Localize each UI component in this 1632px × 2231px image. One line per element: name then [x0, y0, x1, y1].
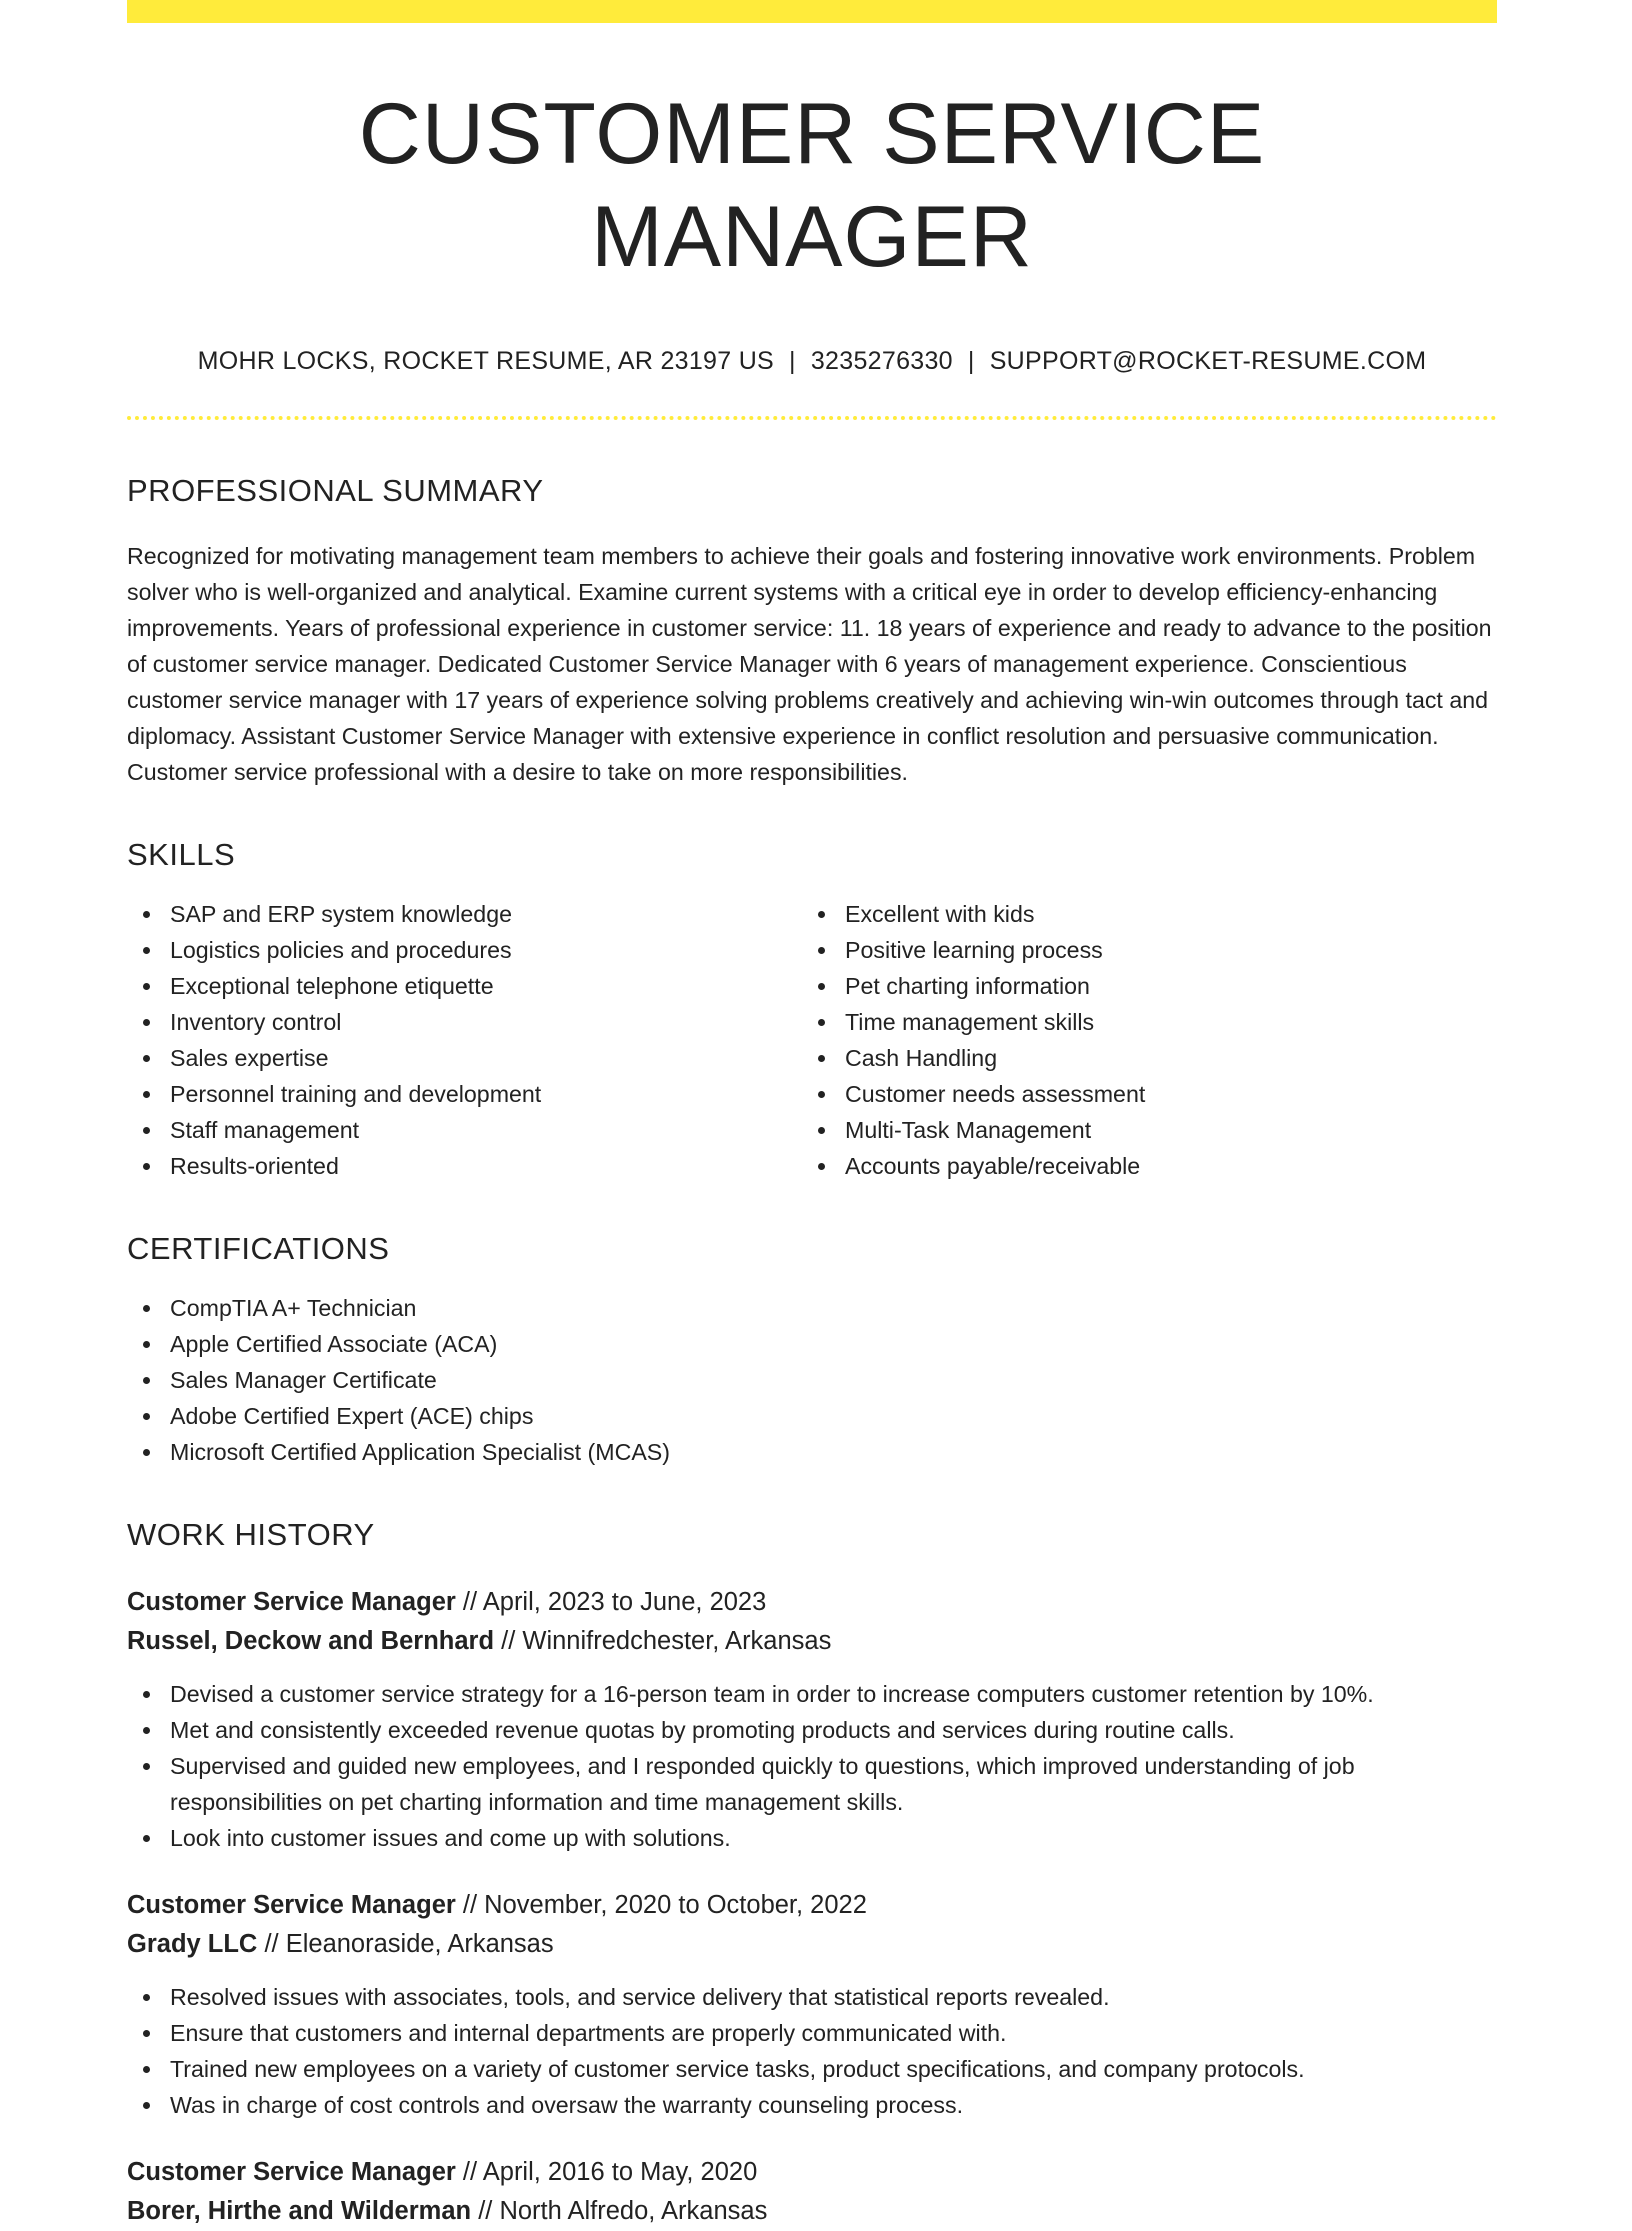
section-heading-summary: PROFESSIONAL SUMMARY: [127, 473, 544, 509]
job-company-line: [127, 1622, 1497, 1661]
certification-item: CompTIA A+ Technician: [127, 1290, 1497, 1326]
skill-item: Sales expertise: [127, 1040, 802, 1076]
job-title: Customer Service Manager: [127, 1891, 456, 1920]
job-bullet: Trained new employees on a variety of customer service tasks, product specifications, and company protocols.: [127, 2051, 1497, 2087]
skill-item: Pet charting information: [802, 968, 1477, 1004]
skill-item: Excellent with kids: [802, 896, 1477, 932]
contact-phone: 3235276330: [810, 347, 953, 376]
dotted-divider: [127, 416, 1497, 420]
job-bullet: Supervised and guided new employees, and I responded quickly to questions, which improved understanding of job responsibilities on pet charting information and time management skills.: [127, 1748, 1497, 1820]
job-bullet: Resolved issues with associates, tools, and service delivery that statistical reports revealed.: [127, 1979, 1497, 2015]
skill-item: SAP and ERP system knowledge: [127, 896, 802, 932]
job-bullet: Devised a customer service strategy for a 16-person team in order to increase computers customer retention by 10%.: [127, 1676, 1497, 1712]
section-heading-certifications: CERTIFICATIONS: [127, 1230, 390, 1266]
job-title-line: [127, 2153, 1497, 2192]
skill-item: Exceptional telephone etiquette: [127, 968, 802, 1004]
skill-item: Staff management: [127, 1112, 802, 1148]
skills-left-list: [127, 896, 802, 1184]
job-bullets: [127, 1979, 1497, 2123]
contact-separator: |: [789, 347, 796, 376]
certification-item: Sales Manager Certificate: [127, 1362, 1497, 1398]
skills-columns: [127, 896, 1497, 1184]
certifications-list: [127, 1290, 1497, 1470]
certification-item: Adobe Certified Expert (ACE) chips: [127, 1398, 1497, 1434]
skill-item: Personnel training and development: [127, 1076, 802, 1112]
job-company: Grady LLC: [127, 1930, 258, 1959]
skill-item: Customer needs assessment: [802, 1076, 1477, 1112]
job-bullet: Was in charge of cost controls and oversaw the warranty counseling process.: [127, 2087, 1497, 2123]
section-heading-skills: SKILLS: [127, 836, 236, 872]
job-bullets: [127, 1676, 1497, 1856]
skill-item: Accounts payable/receivable: [802, 1148, 1477, 1184]
accent-top-bar: [127, 0, 1497, 23]
contact-line: [127, 347, 1497, 376]
job-dates: // November, 2020 to October, 2022: [462, 1891, 867, 1920]
job-title: Customer Service Manager: [127, 1588, 456, 1617]
job-dates: // April, 2023 to June, 2023: [462, 1588, 767, 1617]
resume-title: CUSTOMER SERVICE MANAGER: [358, 86, 1266, 286]
job-company-line: [127, 2192, 1497, 2231]
skill-item: Results-oriented: [127, 1148, 802, 1184]
job-company-line: [127, 1925, 1497, 1964]
job-location: // North Alfredo, Arkansas: [478, 2197, 768, 2226]
skill-item: Multi-Task Management: [802, 1112, 1477, 1148]
certification-item: Apple Certified Associate (ACA): [127, 1326, 1497, 1362]
skill-item: Time management skills: [802, 1004, 1477, 1040]
job-entry: [127, 1583, 1497, 1856]
job-location: // Eleanoraside, Arkansas: [264, 1930, 554, 1959]
resume-page: [127, 0, 1497, 2231]
contact-address: MOHR LOCKS, ROCKET RESUME, AR 23197 US: [197, 347, 775, 376]
summary-text: Recognized for motivating management team members to achieve their goals and fostering innovative work environments. Problem solver who is well-organized and analytical. Examine current systems with a critical eye in order to develop efficiency-enhancing improvements. Years of professional experience in customer service: 11. 18 years of experience and ready to advance to the position of customer service manager. Dedicated Customer Service Manager with 6 years of management experience. Conscientious customer service manager with 17 years of experience solving problems creatively and achieving win-win outcomes through tact and diplomacy. Assistant Customer Service Manager with extensive experience in conflict resolution and persuasive communication. Customer service professional with a desire to take on more responsibilities.: [127, 542, 1492, 785]
contact-separator: |: [967, 347, 975, 376]
job-location: // Winnifredchester, Arkansas: [501, 1627, 832, 1656]
job-bullet: Met and consistently exceeded revenue quotas by promoting products and services during routine calls.: [127, 1712, 1497, 1748]
skill-item: Cash Handling: [802, 1040, 1477, 1076]
job-entry: [127, 2153, 1497, 2231]
certification-item: Microsoft Certified Application Specialist (MCAS): [127, 1434, 1497, 1470]
job-title-line: [127, 1583, 1497, 1622]
job-bullet: Look into customer issues and come up with solutions.: [127, 1820, 1497, 1856]
section-heading-work-history: WORK HISTORY: [127, 1516, 375, 1552]
job-company: Russel, Deckow and Bernhard: [127, 1627, 495, 1656]
job-company: Borer, Hirthe and Wilderman: [127, 2197, 472, 2226]
contact-email: SUPPORT@ROCKET-RESUME.COM: [989, 347, 1427, 376]
skill-item: Logistics policies and procedures: [127, 932, 802, 968]
skill-item: Inventory control: [127, 1004, 802, 1040]
job-title-line: [127, 1886, 1497, 1925]
skills-right-list: [802, 896, 1477, 1184]
job-title: Customer Service Manager: [127, 2158, 456, 2187]
job-dates: // April, 2016 to May, 2020: [462, 2158, 758, 2187]
job-entry: [127, 1886, 1497, 2123]
skill-item: Positive learning process: [802, 932, 1477, 968]
job-bullet: Ensure that customers and internal departments are properly communicated with.: [127, 2015, 1497, 2051]
